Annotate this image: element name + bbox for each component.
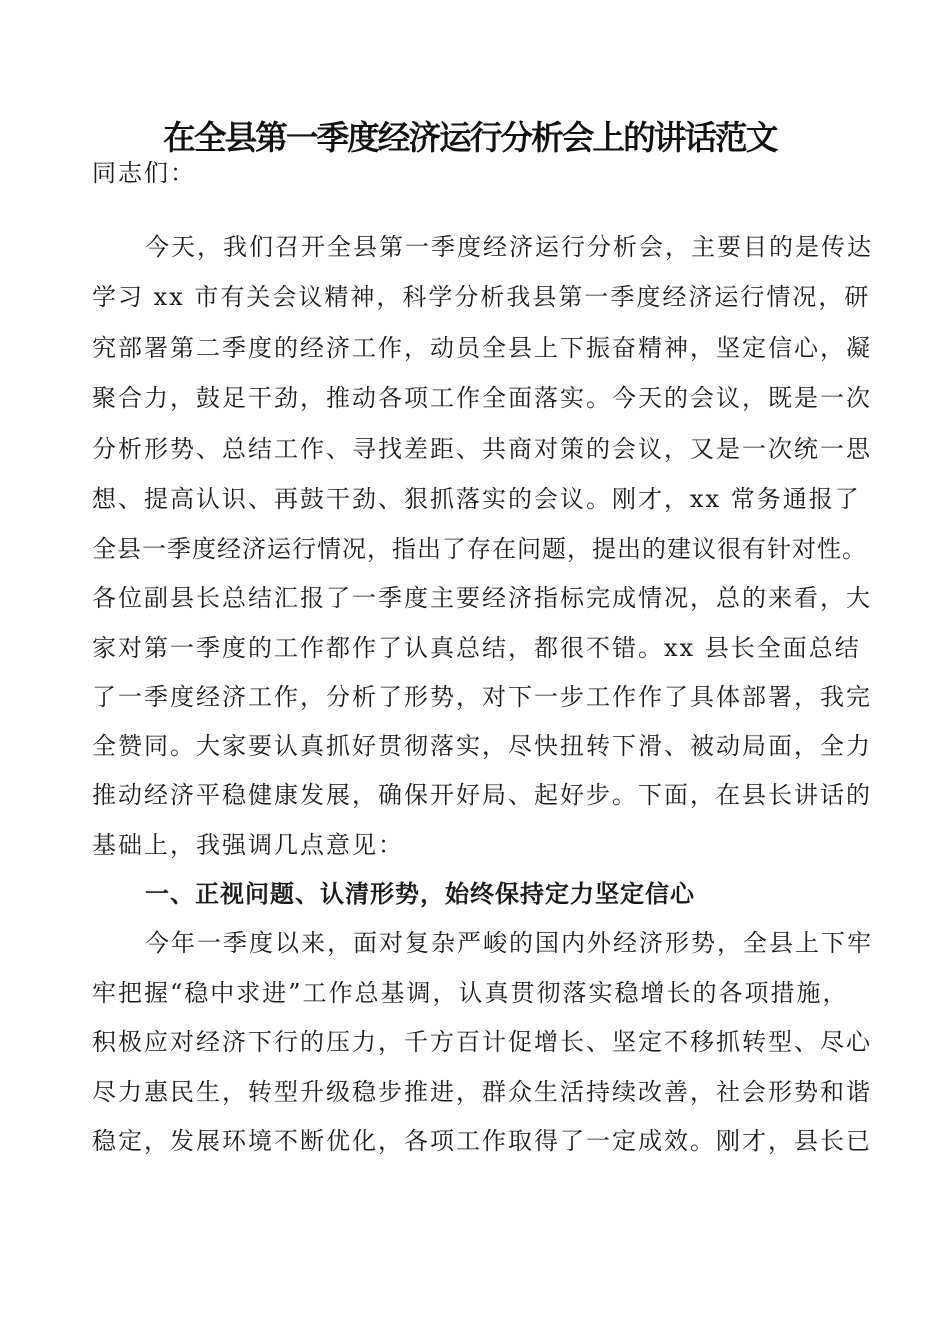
paragraph-line: 今年一季度以来，面对复杂严峻的国内外经济形势，全县上下牢 <box>145 929 873 957</box>
paragraph-line: 积极应对经济下行的压力，千方百计促增长、坚定不移抓转型、尽心 <box>92 1028 872 1056</box>
paragraph-line: 想、提高认识、再鼓干劲、狠抓落实的会议。刚才，xx 常务通报了 <box>92 485 861 513</box>
paragraph-line: 基础上，我强调几点意见： <box>92 831 404 859</box>
paragraph-line: 全县一季度经济运行情况，指出了存在问题，提出的建议很有针对性。 <box>92 535 867 563</box>
paragraph-line: 尽力惠民生，转型升级稳步推进，群众生活持续改善，社会形势和谐 <box>92 1078 872 1106</box>
paragraph-line: 推动经济平稳健康发展，确保开好局、起好步。下面，在县长讲话的 <box>92 781 872 809</box>
paragraph-line: 稳定，发展环境不断优化，各项工作取得了一定成效。刚才，县长已 <box>92 1127 872 1155</box>
salutation: 同志们： <box>92 159 196 187</box>
paragraph-line: 了一季度经济工作，分析了形势，对下一步工作作了具体部署，我完 <box>92 683 872 711</box>
document-title: 在全县第一季度经济运行分析会上的讲话范文 <box>163 118 777 157</box>
paragraph-line: 究部署第二季度的经济工作，动员全县上下振奋精神，坚定信心，凝 <box>92 334 872 362</box>
paragraph-line: 各位副县长总结汇报了一季度主要经济指标完成情况，总的来看，大 <box>92 584 872 612</box>
paragraph-line: 聚合力，鼓足干劲，推动各项工作全面落实。今天的会议，既是一次 <box>92 384 872 412</box>
paragraph-line: 学习 xx 市有关会议精神，科学分析我县第一季度经济运行情况，研 <box>92 283 871 311</box>
paragraph-line: 家对第一季度的工作都作了认真总结，都很不错。xx 县长全面总结 <box>92 634 861 662</box>
paragraph-line: 牢把握“稳中求进”工作总基调，认真贯彻落实稳增长的各项措施， <box>92 979 849 1007</box>
paragraph-line: 今天，我们召开全县第一季度经济运行分析会，主要目的是传达 <box>145 233 873 261</box>
section-heading: 一、正视问题、认清形势，始终保持定力坚定信心 <box>145 880 695 908</box>
paragraph-line: 全赞同。大家要认真抓好贯彻落实，尽快扭转下滑、被动局面，全力 <box>92 732 872 760</box>
paragraph-line: 分析形势、总结工作、寻找差距、共商对策的会议，又是一次统一思 <box>92 435 872 463</box>
